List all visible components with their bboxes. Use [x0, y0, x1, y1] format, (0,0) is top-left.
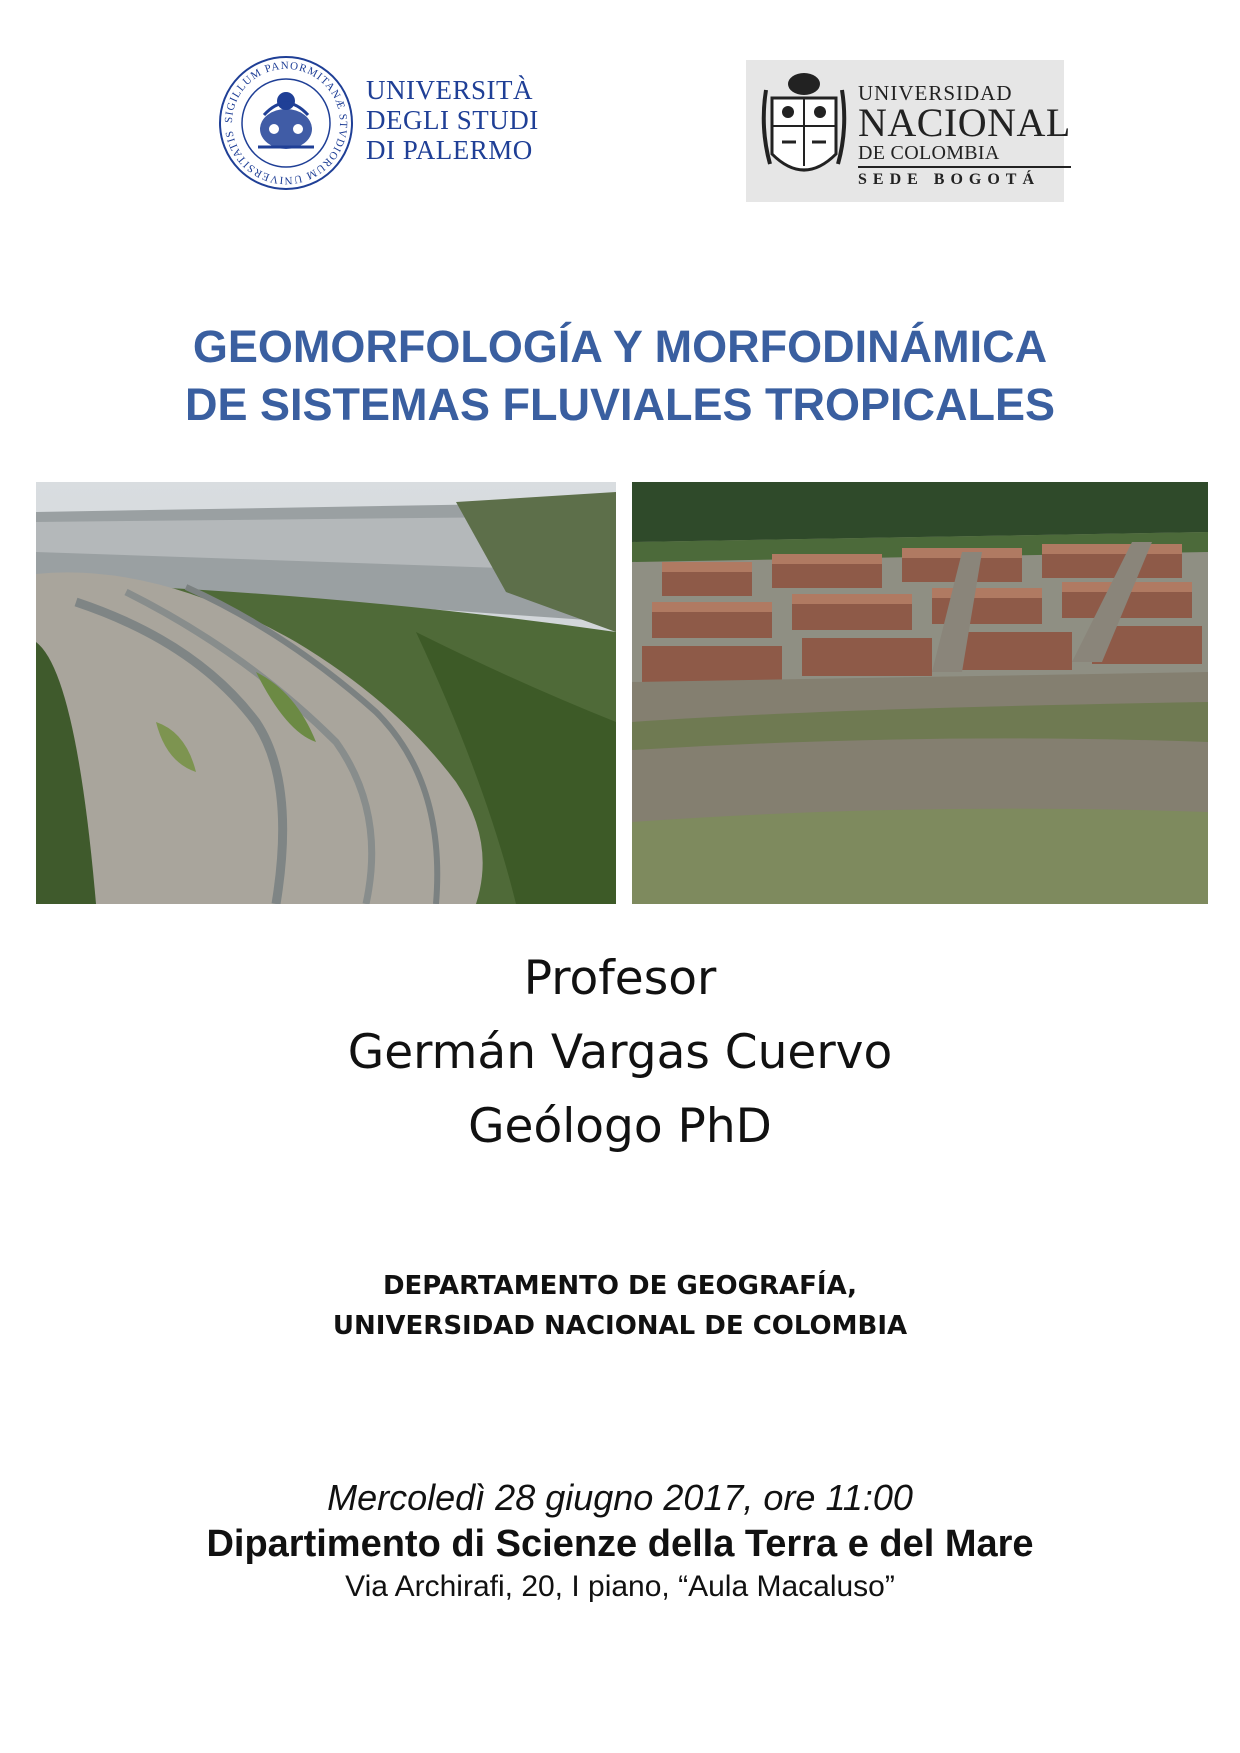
event-details: [0, 1475, 1240, 1607]
speaker-block: [0, 942, 1240, 1164]
palermo-university-logo: [218, 55, 558, 195]
event-address: Via Archirafi, 20, I piano, “Aula Macaluso”: [345, 1570, 895, 1603]
unal-crest-icon: [758, 68, 850, 192]
unal-line-4: SEDE BOGOTÁ: [858, 171, 1041, 188]
event-venue: Dipartimento di Scienze della Terra e del Mare: [206, 1523, 1034, 1565]
unal-university-logo: [746, 60, 1071, 202]
palermo-seal-icon: [218, 55, 354, 191]
page-title: [0, 318, 1240, 434]
speaker-name: Germán Vargas Cuervo: [347, 1025, 893, 1080]
unal-line-3: DE COLOMBIA: [858, 142, 1071, 168]
svg-text:SIGILLUM PANORMITANÆ STVDIORUM: SIGILLUM PANORMITANÆ STVDIORUM UNIVERSITATIS: [222, 59, 350, 187]
affiliation-block: [0, 1266, 1240, 1346]
unal-university-name: [858, 82, 1071, 192]
palermo-university-name: [366, 75, 539, 165]
logos-header: [0, 55, 1240, 205]
palermo-line-1: UNIVERSITÀ: [366, 75, 533, 105]
braided-river-photo: [36, 482, 616, 904]
event-date: Mercoledì 28 giugno 2017, ore 11:00: [327, 1477, 913, 1518]
title-line-1: GEOMORFOLOGÍA Y MORFODINÁMICA: [192, 321, 1048, 372]
affiliation-line-1: DEPARTAMENTO DE GEOGRAFÍA,: [382, 1271, 858, 1301]
unal-line-1: UNIVERSIDAD: [858, 81, 1013, 105]
palermo-line-3: DI PALERMO: [366, 135, 533, 165]
speaker-degree: Geólogo PhD: [468, 1099, 772, 1154]
affiliation-line-2: UNIVERSIDAD NACIONAL DE COLOMBIA: [332, 1311, 908, 1341]
flooded-neighborhood-photo: [632, 482, 1208, 904]
palermo-line-2: DEGLI STUDI: [366, 105, 539, 135]
unal-line-2: NACIONAL: [858, 100, 1071, 145]
speaker-role: Profesor: [523, 951, 717, 1006]
title-line-2: DE SISTEMAS FLUVIALES TROPICALES: [184, 379, 1056, 430]
